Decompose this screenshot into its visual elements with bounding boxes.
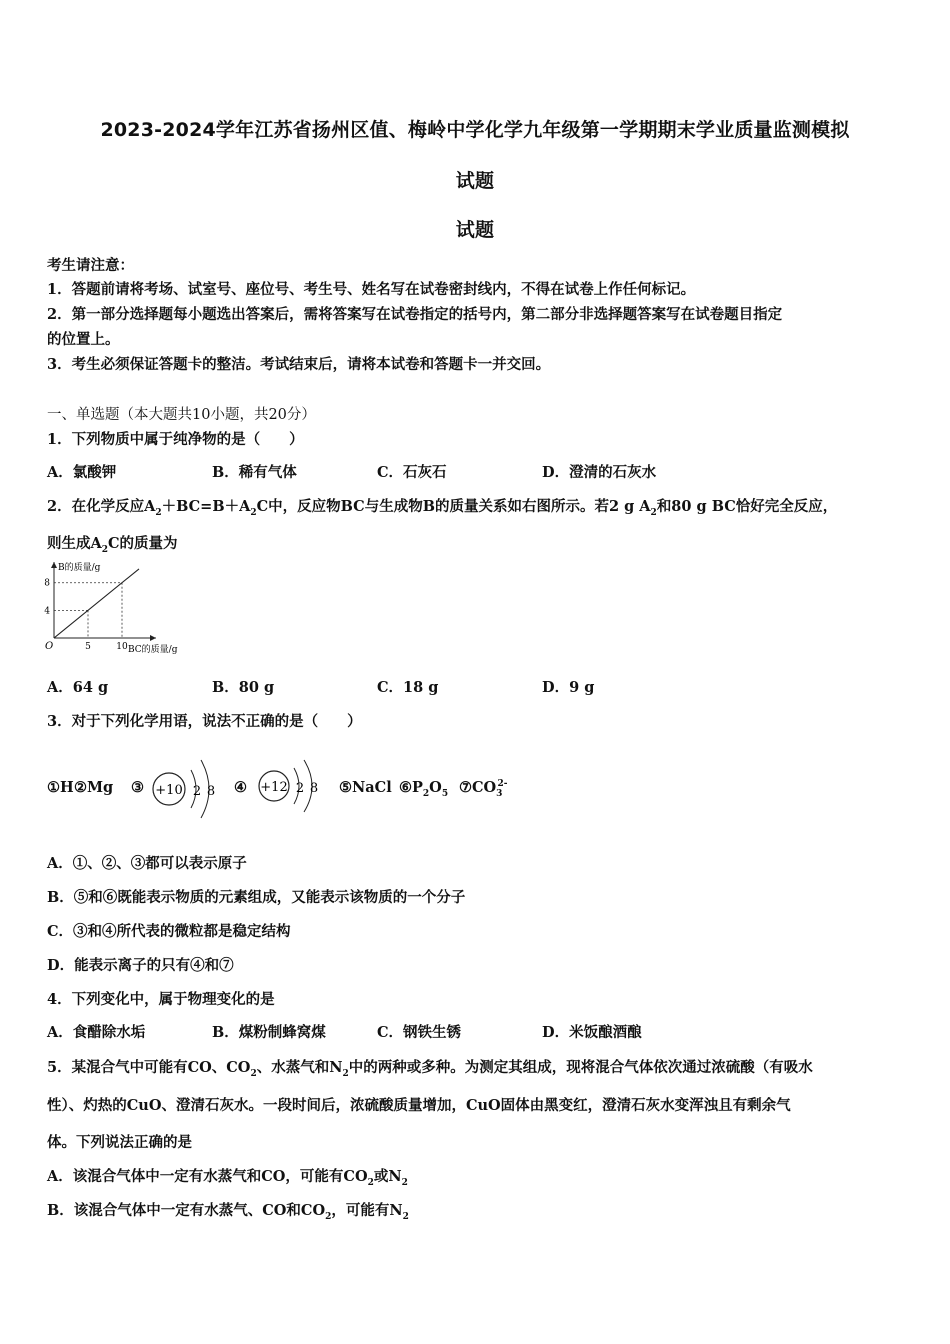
q3-option-d[interactable]: D．能表示离子的只有④和⑦ (47, 957, 234, 974)
q1-option-a[interactable]: A．氯酸钾 (47, 464, 117, 481)
exam-title-line2: 试题 (455, 170, 495, 192)
q5-option-b[interactable]: B．该混合气体中一定有水蒸气、CO和$CO_2$，可能有$N_2$ (47, 1202, 409, 1222)
symbol-3-marker: ③ (131, 779, 144, 796)
question-3-stem: 3．对于下列化学用语，说法不正确的是（ ） (47, 713, 362, 730)
q4-option-a[interactable]: A．食醋除水垢 (47, 1024, 146, 1041)
atom-structure-3-diagram (147, 746, 227, 832)
section-heading: 一、单选题（本大题共10小题，共20分） (47, 407, 316, 423)
q1-option-c[interactable]: C．石灰石 (377, 464, 447, 481)
question-5-stem-cont: 性）、灼热的CuO、澄清石灰水。一段时间后，浓硫酸质量增加，CuO固体由黑变红，澄清石灰水变浑浊且有剩余气 (47, 1097, 791, 1114)
nucleus-charge-4: +12 (260, 780, 288, 795)
symbol-mg: ②Mg (74, 779, 114, 796)
q4-option-d[interactable]: D．米饭酿酒酿 (542, 1024, 642, 1041)
chemical-symbols-row (47, 746, 647, 832)
notice-item-2-cont: 的位置上。 (47, 331, 120, 348)
shell-electrons-3-1: 2 (192, 784, 202, 799)
q3-option-a[interactable]: A．①、②、③都可以表示原子 (47, 855, 247, 872)
nucleus-charge-3: +10 (155, 783, 183, 798)
y-tick-label-0: 4 (44, 606, 50, 617)
x-tick-label-0: 5 (85, 642, 91, 652)
atom-structure-4-diagram (252, 746, 332, 832)
notice-heading: 考生请注意： (47, 257, 134, 274)
notice-item-2: 2．第一部分选择题每小题选出答案后，需将答案写在试卷指定的括号内，第二部分非选择题答案写在试卷题目指定 (47, 306, 783, 323)
x-axis-label: BC的质量/g (128, 645, 178, 655)
y-tick-label-1: 8 (44, 578, 50, 589)
q2-option-b[interactable]: B．80 g (212, 679, 275, 696)
q1-option-d[interactable]: D．澄清的石灰水 (542, 464, 657, 481)
symbol-nacl: ⑤NaCl (339, 779, 392, 796)
x-tick-label-1: 10 (116, 642, 128, 652)
mass-relation-chart (38, 556, 208, 660)
question-1-stem: 1．下列物质中属于纯净物的是（ ） (47, 431, 304, 448)
q4-option-c[interactable]: C．钢铁生锈 (377, 1024, 462, 1041)
question-5-stem: 5．某混合气中可能有CO、$CO_2$、水蒸气和$N_2$中的两种或多种。为测定其组成，现将混合气体依次通过浓硫酸（有吸水 (47, 1059, 813, 1079)
notice-item-1: 1．答题前请将考场、试室号、座位号、考生号、姓名写在试卷密封线内，不得在试卷上作任何标记。 (47, 281, 696, 298)
notice-item-3: 3．考生必须保证答题卡的整洁。考试结束后，请将本试卷和答题卡一并交回。 (47, 356, 551, 373)
question-2-stem-cont: 则生成$A_2C$的质量为 (47, 535, 178, 555)
exam-subtitle: 试题 (455, 219, 495, 241)
q4-option-b[interactable]: B．煤粉制蜂窝煤 (212, 1024, 326, 1041)
symbol-p2o5: $⑥P_2O_5$ (399, 779, 449, 799)
shell-electrons-4-1: 2 (295, 781, 305, 796)
symbol-co3-ion: $⑦CO_3^{2-}$ (459, 779, 508, 799)
exam-title: 2023-2024学年江苏省扬州区值、梅岭中学化学九年级第一学期期末学业质量监测模拟 (100, 119, 850, 141)
question-5-stem-cont2: 体。下列说法正确的是 (47, 1134, 192, 1151)
q3-option-b[interactable]: B．⑤和⑥既能表示物质的元素组成，又能表示该物质的一个分子 (47, 889, 466, 906)
shell-electrons-3-2: 8 (206, 784, 216, 799)
question-4-stem: 4．下列变化中，属于物理变化的是 (47, 991, 275, 1008)
x-axis-arrow (150, 635, 156, 641)
symbol-h: ①H (47, 779, 74, 796)
q1-option-b[interactable]: B．稀有气体 (212, 464, 297, 481)
y-axis-arrow (51, 562, 57, 568)
q2-option-d[interactable]: D．9 g (542, 679, 595, 696)
q5-option-a[interactable]: A．该混合气体中一定有水蒸气和CO，可能有$CO_2$或$N_2$ (47, 1168, 408, 1188)
shell-electrons-4-2: 8 (309, 781, 319, 796)
y-axis-label: B的质量/g (58, 563, 101, 573)
q2-option-c[interactable]: C．18 g (377, 679, 439, 696)
question-2-stem: 2．在化学反应$A_2+BC=B+A_2C$中，反应物BC与生成物B的质量关系如右图所示。若2 g $A_2$和80 g BC恰好完全反应， (47, 498, 838, 518)
origin-label: O (45, 641, 54, 652)
q3-option-c[interactable]: C．③和④所代表的微粒都是稳定结构 (47, 923, 291, 940)
series-line-b (54, 569, 139, 638)
symbol-4-marker: ④ (234, 779, 247, 796)
q2-option-a[interactable]: A．64 g (47, 679, 109, 696)
